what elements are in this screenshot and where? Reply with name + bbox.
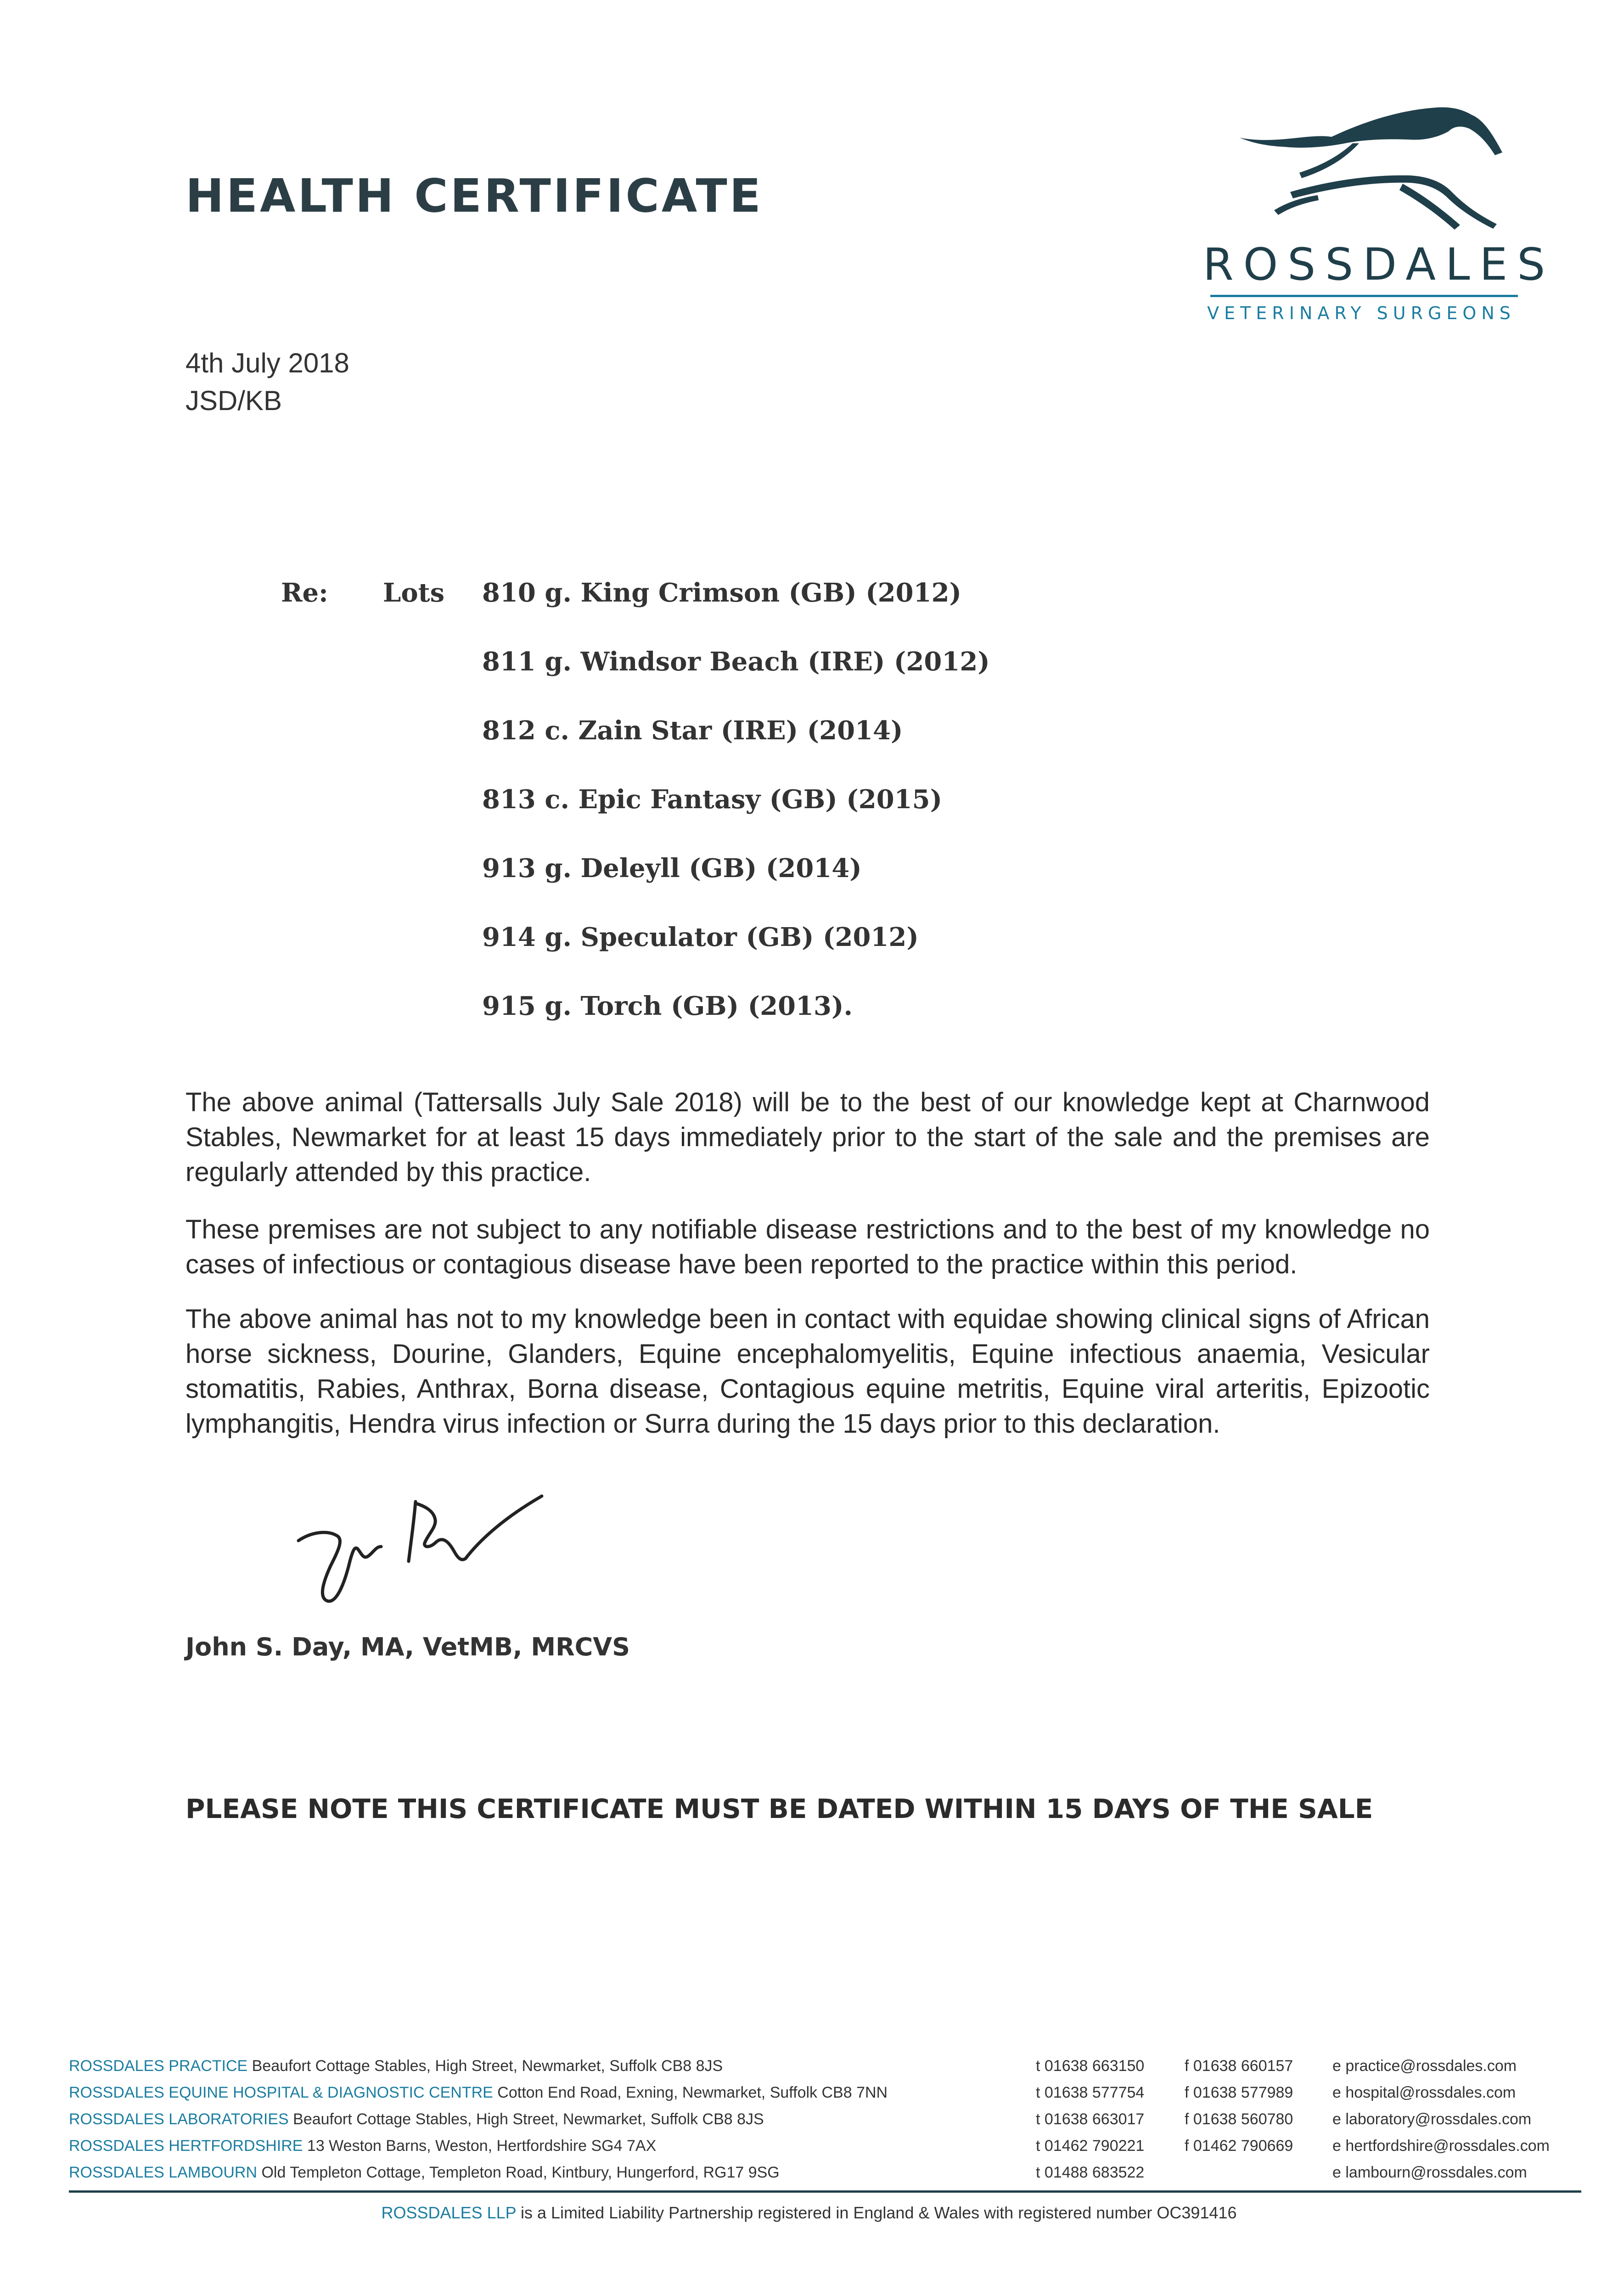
footer-offices <box>69 2053 1584 2186</box>
office-telephone: t 01462 790221 <box>1036 2137 1145 2155</box>
office-fax: f 01638 577989 <box>1185 2084 1293 2101</box>
office-name: ROSSDALES PRACTICE <box>69 2057 248 2075</box>
office-name: ROSSDALES LAMBOURN <box>69 2164 257 2181</box>
office-row <box>69 2079 1584 2106</box>
logo-wordmark: ROSSDALES <box>1203 239 1555 290</box>
lots-label: Lots <box>383 578 445 608</box>
logo-subtitle: VETERINARY SURGEONS <box>1207 303 1516 323</box>
date-block <box>185 344 349 420</box>
re-label: Re: <box>281 578 328 608</box>
office-address: Old Templeton Cottage, Templeton Road, Kintbury, Hungerford, RG17 9SG <box>261 2164 780 2181</box>
office-address: Beaufort Cottage Stables, High Street, Newmarket, Suffolk CB8 8JS <box>252 2057 723 2075</box>
office-email: e practice@rossdales.com <box>1332 2057 1517 2075</box>
body-paragraph-1: The above animal (Tattersalls July Sale 2018) will be to the best of our knowledge kept at Charnwood Stables, Newmarket for at least 15 days immediately prior to the start of the sale and the premises are regularly attended by this practice. <box>185 1087 1430 1187</box>
office-email: e hospital@rossdales.com <box>1332 2084 1516 2101</box>
legal-entity-name: ROSSDALES LLP <box>381 2203 516 2222</box>
office-fax: f 01638 660157 <box>1185 2057 1293 2075</box>
body-paragraph-3: The above animal has not to my knowledge been in contact with equidae showing clinical signs of African horse sickness, Dourine, Glanders, Equine encephalomyelitis, Equine infectious anaemia, Vesicular stomatitis, Rabies, Anthrax, Borna disease, Contagious equine metritis, Equine viral arteritis, Epizootic lymphangitis, Hendra virus infection or Surra during the 15 days prior to this declaration. <box>185 1304 1430 1439</box>
office-telephone: t 01638 663150 <box>1036 2057 1145 2075</box>
lot-item: 811 g. Windsor Beach (IRE) (2012) <box>482 647 990 677</box>
office-row <box>69 2159 1584 2186</box>
lot-item: 914 g. Speculator (GB) (2012) <box>482 922 919 952</box>
rossdales-logo <box>1203 101 1555 340</box>
office-email: e laboratory@rossdales.com <box>1332 2110 1532 2128</box>
office-address: 13 Weston Barns, Weston, Hertfordshire SG4 7AX <box>307 2137 657 2155</box>
office-email: e lambourn@rossdales.com <box>1332 2164 1527 2181</box>
office-telephone: t 01488 683522 <box>1036 2164 1145 2181</box>
office-telephone: t 01638 663017 <box>1036 2110 1145 2128</box>
legal-text: is a Limited Liability Partnership registered in England & Wales with registered number OC391416 <box>521 2203 1237 2222</box>
office-name: ROSSDALES LABORATORIES <box>69 2110 289 2128</box>
office-address: Beaufort Cottage Stables, High Street, Newmarket, Suffolk CB8 8JS <box>293 2110 764 2128</box>
signatory-name: John S. Day, MA, VetMB, MRCVS <box>185 1632 630 1661</box>
office-row <box>69 2106 1584 2133</box>
signature-image <box>294 1492 551 1612</box>
office-row <box>69 2133 1584 2159</box>
lot-item: 813 c. Epic Fantasy (GB) (2015) <box>482 784 943 815</box>
office-telephone: t 01638 577754 <box>1036 2084 1145 2101</box>
footer-divider <box>69 2190 1581 2193</box>
lot-item: 913 g. Deleyll (GB) (2014) <box>482 853 862 884</box>
office-name: ROSSDALES EQUINE HOSPITAL & DIAGNOSTIC CENTRE <box>69 2084 493 2101</box>
office-fax: f 01638 560780 <box>1185 2110 1293 2128</box>
sale-date-note: PLEASE NOTE THIS CERTIFICATE MUST BE DATED WITHIN 15 DAYS OF THE SALE <box>185 1793 1373 1824</box>
document-title: HEALTH CERTIFICATE <box>185 169 763 223</box>
logo-rule <box>1210 295 1518 297</box>
document-reference: JSD/KB <box>185 385 282 416</box>
lot-item: 810 g. King Crimson (GB) (2012) <box>482 578 962 608</box>
office-row <box>69 2053 1584 2079</box>
horse-logo-icon <box>1221 101 1506 239</box>
office-name: ROSSDALES HERTFORDSHIRE <box>69 2137 303 2155</box>
legal-notice <box>0 2203 1618 2223</box>
office-email: e hertfordshire@rossdales.com <box>1332 2137 1550 2155</box>
lot-list <box>482 578 990 1060</box>
body-paragraph-2: These premises are not subject to any notifiable disease restrictions and to the best of my knowledge no cases of infectious or contagious disease have been reported to the practice within this period. <box>185 1215 1430 1279</box>
lot-item: 812 c. Zain Star (IRE) (2014) <box>482 715 903 746</box>
document-date: 4th July 2018 <box>185 348 349 378</box>
lot-item: 915 g. Torch (GB) (2013). <box>482 991 853 1021</box>
office-fax: f 01462 790669 <box>1185 2137 1293 2155</box>
office-address: Cotton End Road, Exning, Newmarket, Suffolk CB8 7NN <box>497 2084 888 2101</box>
